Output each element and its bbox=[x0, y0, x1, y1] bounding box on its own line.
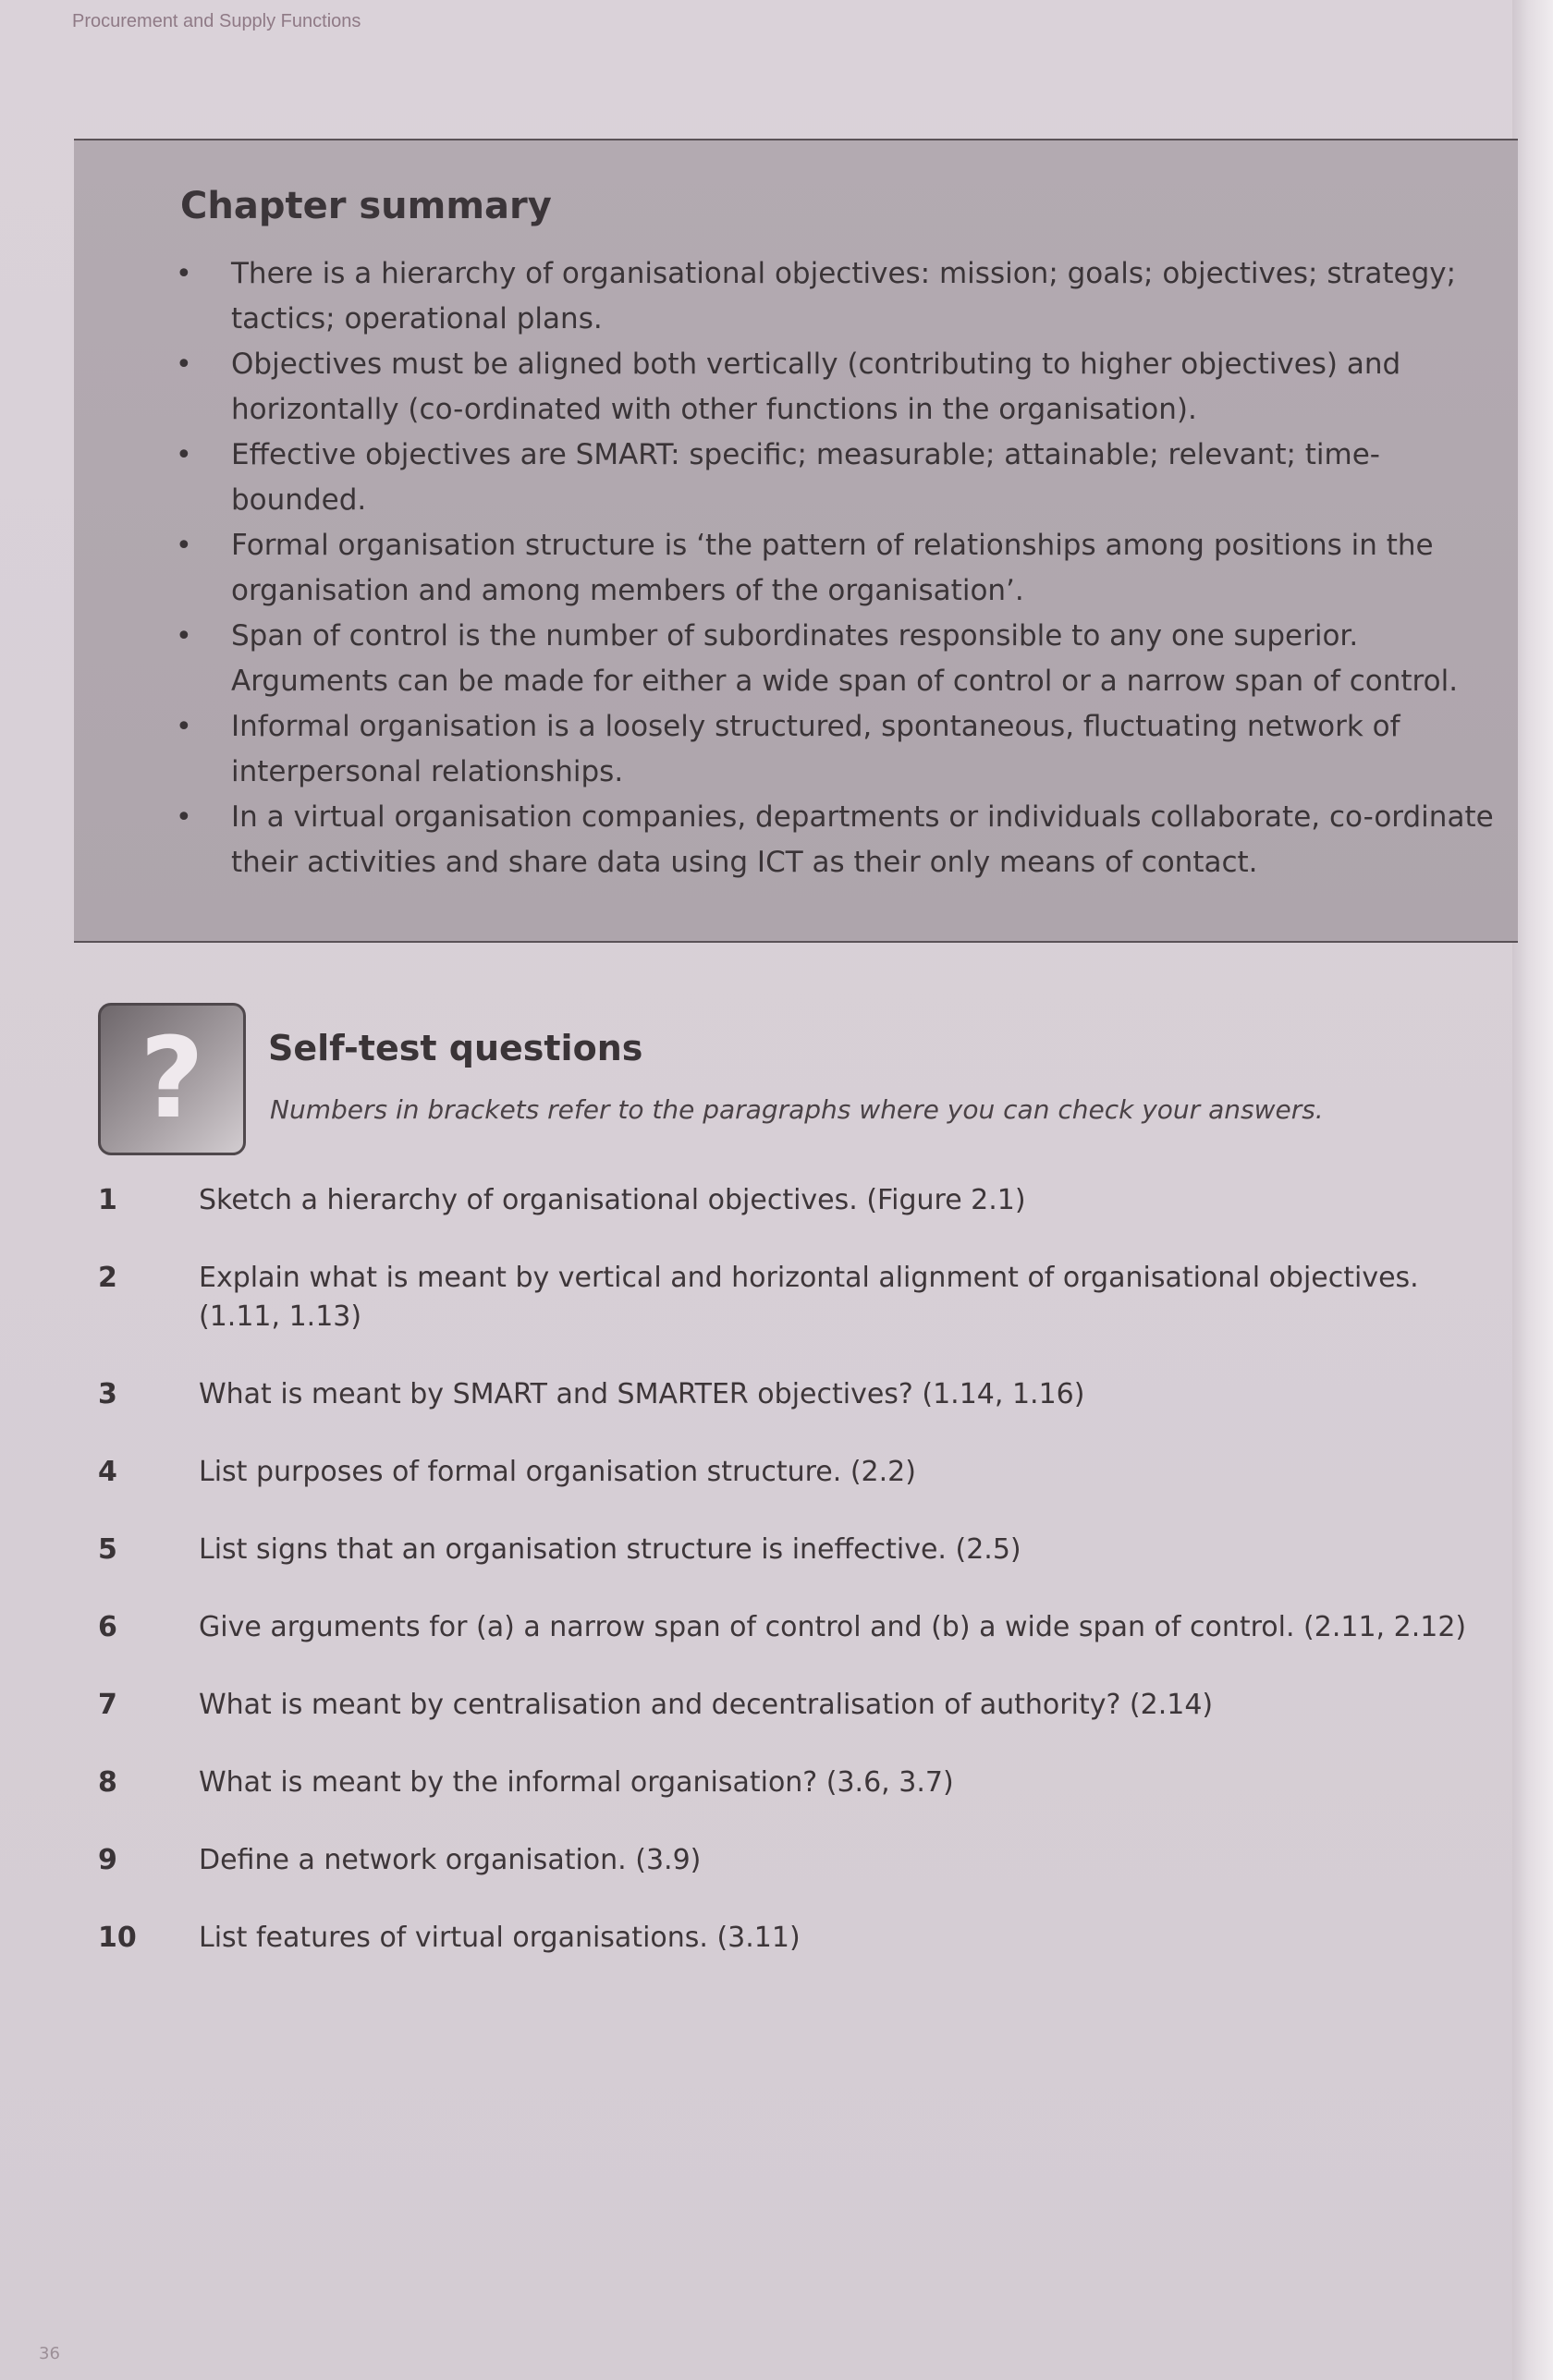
running-header: Procurement and Supply Functions bbox=[72, 11, 361, 31]
question-text: Give arguments for (a) a narrow span of control and (b) a wide span of control. (2.11, 2.12) bbox=[199, 1611, 1467, 1643]
question-item bbox=[92, 1453, 1498, 1492]
chapter-summary-box bbox=[74, 139, 1518, 943]
question-item bbox=[92, 1608, 1498, 1647]
question-item bbox=[92, 1841, 1498, 1880]
question-item bbox=[92, 1686, 1498, 1725]
summary-item bbox=[176, 614, 1507, 704]
summary-item-text: There is a hierarchy of organisational objectives: mission; goals; objectives; strategy; tactics; operational plans. bbox=[231, 257, 1457, 336]
summary-item-text: Informal organisation is a loosely structured, spontaneous, fluctuating network of interpersonal relationships. bbox=[231, 710, 1400, 788]
question-text: List features of virtual organisations. (3.11) bbox=[199, 1922, 801, 1954]
question-number: 3 bbox=[98, 1378, 117, 1410]
question-item bbox=[92, 1531, 1498, 1569]
question-mark-glyph: ? bbox=[140, 1014, 204, 1143]
bullet-icon: • bbox=[176, 258, 192, 290]
bullet-icon: • bbox=[176, 439, 192, 471]
question-number: 8 bbox=[98, 1766, 117, 1799]
question-text: What is meant by SMART and SMARTER objectives? (1.14, 1.16) bbox=[199, 1378, 1085, 1410]
question-text: Define a network organisation. (3.9) bbox=[199, 1844, 702, 1876]
question-number: 10 bbox=[98, 1922, 137, 1954]
bullet-icon: • bbox=[176, 348, 192, 381]
question-text: Sketch a hierarchy of organisational objectives. (Figure 2.1) bbox=[199, 1184, 1026, 1216]
chapter-summary-list bbox=[176, 251, 1507, 885]
bullet-icon: • bbox=[176, 801, 192, 834]
self-test-subtitle: Numbers in brackets refer to the paragraphs where you can check your answers. bbox=[270, 1094, 1324, 1125]
question-item bbox=[92, 1919, 1498, 1958]
bullet-icon: • bbox=[176, 530, 192, 562]
summary-item-text: Objectives must be aligned both vertically (contributing to higher objectives) and horizontally (co-ordinated with other functions in the organisation). bbox=[231, 348, 1401, 426]
question-text: List purposes of formal organisation structure. (2.2) bbox=[199, 1456, 916, 1488]
question-number: 1 bbox=[98, 1184, 117, 1216]
summary-item bbox=[176, 795, 1507, 885]
question-number: 5 bbox=[98, 1533, 117, 1566]
page-gutter bbox=[1512, 0, 1553, 2380]
page-number: 36 bbox=[39, 2344, 60, 2363]
question-number: 7 bbox=[98, 1689, 117, 1721]
question-number: 4 bbox=[98, 1456, 117, 1488]
summary-item bbox=[176, 704, 1507, 795]
summary-item-text: Span of control is the number of subordinates responsible to any one superior. Arguments can be made for either a wide span of control or a narrow span of control. bbox=[231, 619, 1459, 698]
chapter-summary-title: Chapter summary bbox=[180, 185, 552, 227]
bullet-icon: • bbox=[176, 711, 192, 743]
question-number: 9 bbox=[98, 1844, 117, 1876]
question-text: List signs that an organisation structure is ineffective. (2.5) bbox=[199, 1533, 1021, 1566]
question-text: What is meant by the informal organisation? (3.6, 3.7) bbox=[199, 1766, 954, 1799]
question-number: 6 bbox=[98, 1611, 117, 1643]
question-item bbox=[92, 1259, 1498, 1336]
summary-item bbox=[176, 523, 1507, 614]
question-number: 2 bbox=[98, 1262, 117, 1294]
question-item bbox=[92, 1764, 1498, 1802]
self-test-title: Self-test questions bbox=[268, 1028, 643, 1068]
question-mark-icon bbox=[98, 1003, 246, 1155]
question-text: Explain what is meant by vertical and horizontal alignment of organisational objectives. (1.11, 1.13) bbox=[199, 1262, 1419, 1333]
summary-item bbox=[176, 342, 1507, 433]
question-text: What is meant by centralisation and decentralisation of authority? (2.14) bbox=[199, 1689, 1214, 1721]
bullet-icon: • bbox=[176, 620, 192, 653]
summary-item-text: Formal organisation structure is ‘the pattern of relationships among positions in the organisation and among members of the organisation’. bbox=[231, 529, 1434, 607]
self-test-question-list bbox=[92, 1181, 1498, 1958]
summary-item bbox=[176, 433, 1507, 523]
summary-item bbox=[176, 251, 1507, 342]
question-item bbox=[92, 1375, 1498, 1414]
question-item bbox=[92, 1181, 1498, 1220]
summary-item-text: In a virtual organisation companies, departments or individuals collaborate, co-ordinate their activities and share data using ICT as their only means of contact. bbox=[231, 800, 1494, 879]
summary-item-text: Effective objectives are SMART: specific; measurable; attainable; relevant; time-bounded. bbox=[231, 438, 1380, 517]
